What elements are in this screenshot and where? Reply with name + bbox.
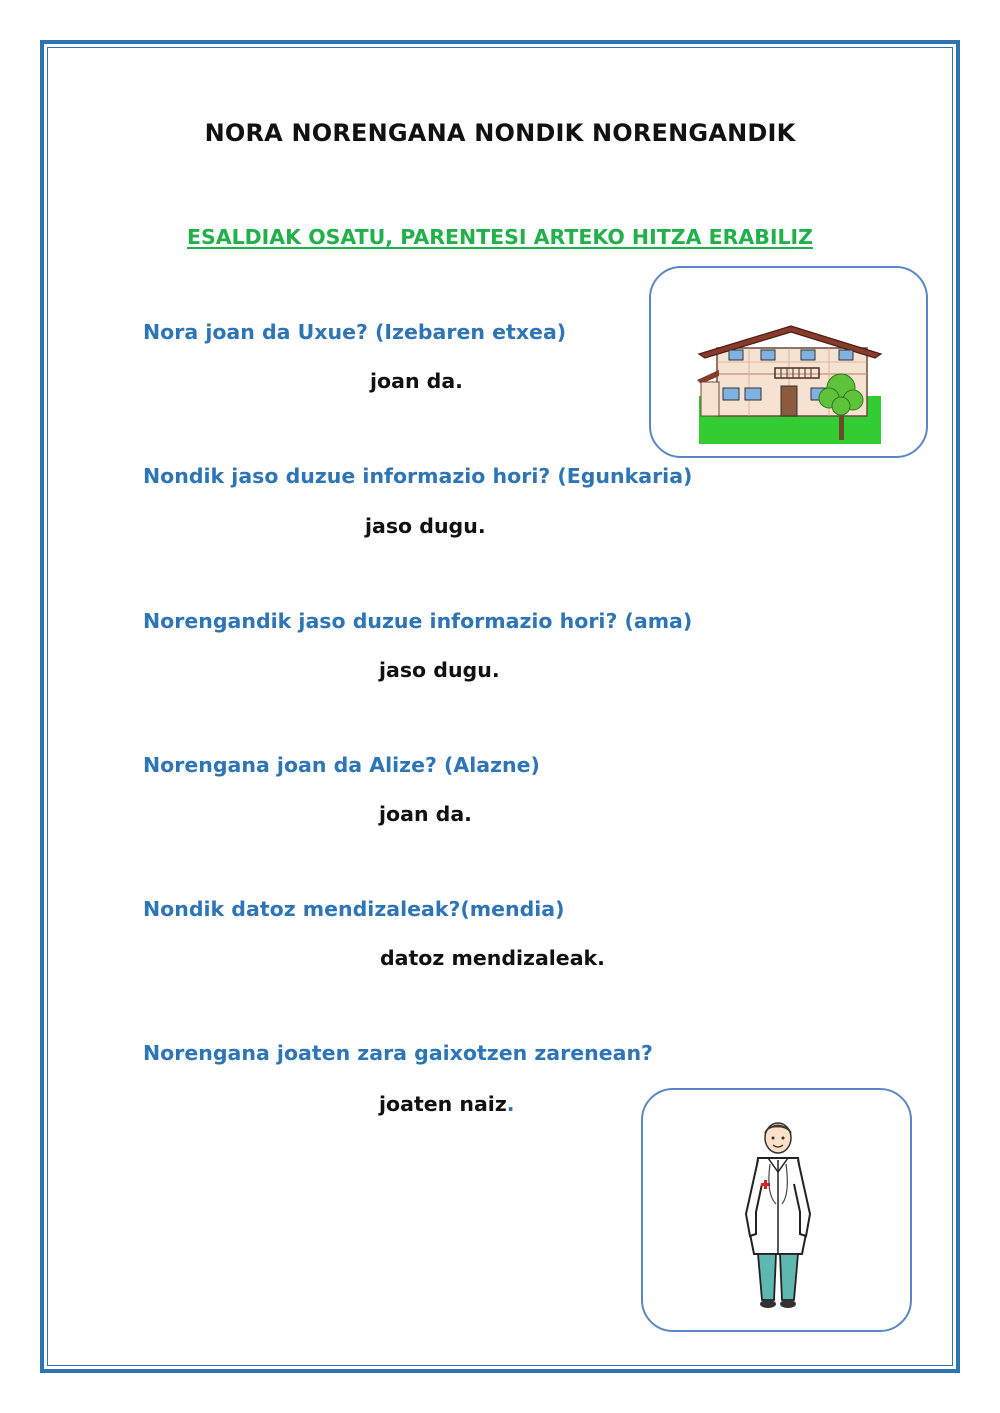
- answer-5: datoz mendizaleak.: [380, 946, 605, 970]
- house-picture-frame: [649, 266, 928, 458]
- answer-2: jaso dugu.: [365, 514, 486, 538]
- answer-3: jaso dugu.: [379, 658, 500, 682]
- answer-6: [379, 1092, 515, 1116]
- question-4: Norengana joan da Alize? (Alazne): [143, 753, 540, 777]
- doctor-icon: [728, 1114, 828, 1314]
- answer-6-text: joaten naiz: [379, 1092, 507, 1116]
- answer-4: joan da.: [379, 802, 472, 826]
- house-icon: [689, 318, 889, 448]
- question-5: Nondik datoz mendizaleak?(mendia): [143, 897, 565, 921]
- question-2: Nondik jaso duzue informazio hori? (Egunkaria): [143, 464, 693, 488]
- doctor-picture-frame: [641, 1088, 912, 1332]
- question-1: Nora joan da Uxue? (Izebaren etxea): [143, 320, 567, 344]
- answer-6-period: .: [506, 1092, 515, 1116]
- answer-1: joan da.: [370, 369, 463, 393]
- question-3: Norengandik jaso duzue informazio hori? (ama): [143, 609, 693, 633]
- instruction-heading: ESALDIAK OSATU, PARENTESI ARTEKO HITZA ERABILIZ: [186, 225, 814, 249]
- question-6: Norengana joaten zara gaixotzen zarenean?: [143, 1041, 653, 1065]
- page-title: NORA NORENGANA NONDIK NORENGANDIK: [204, 119, 796, 147]
